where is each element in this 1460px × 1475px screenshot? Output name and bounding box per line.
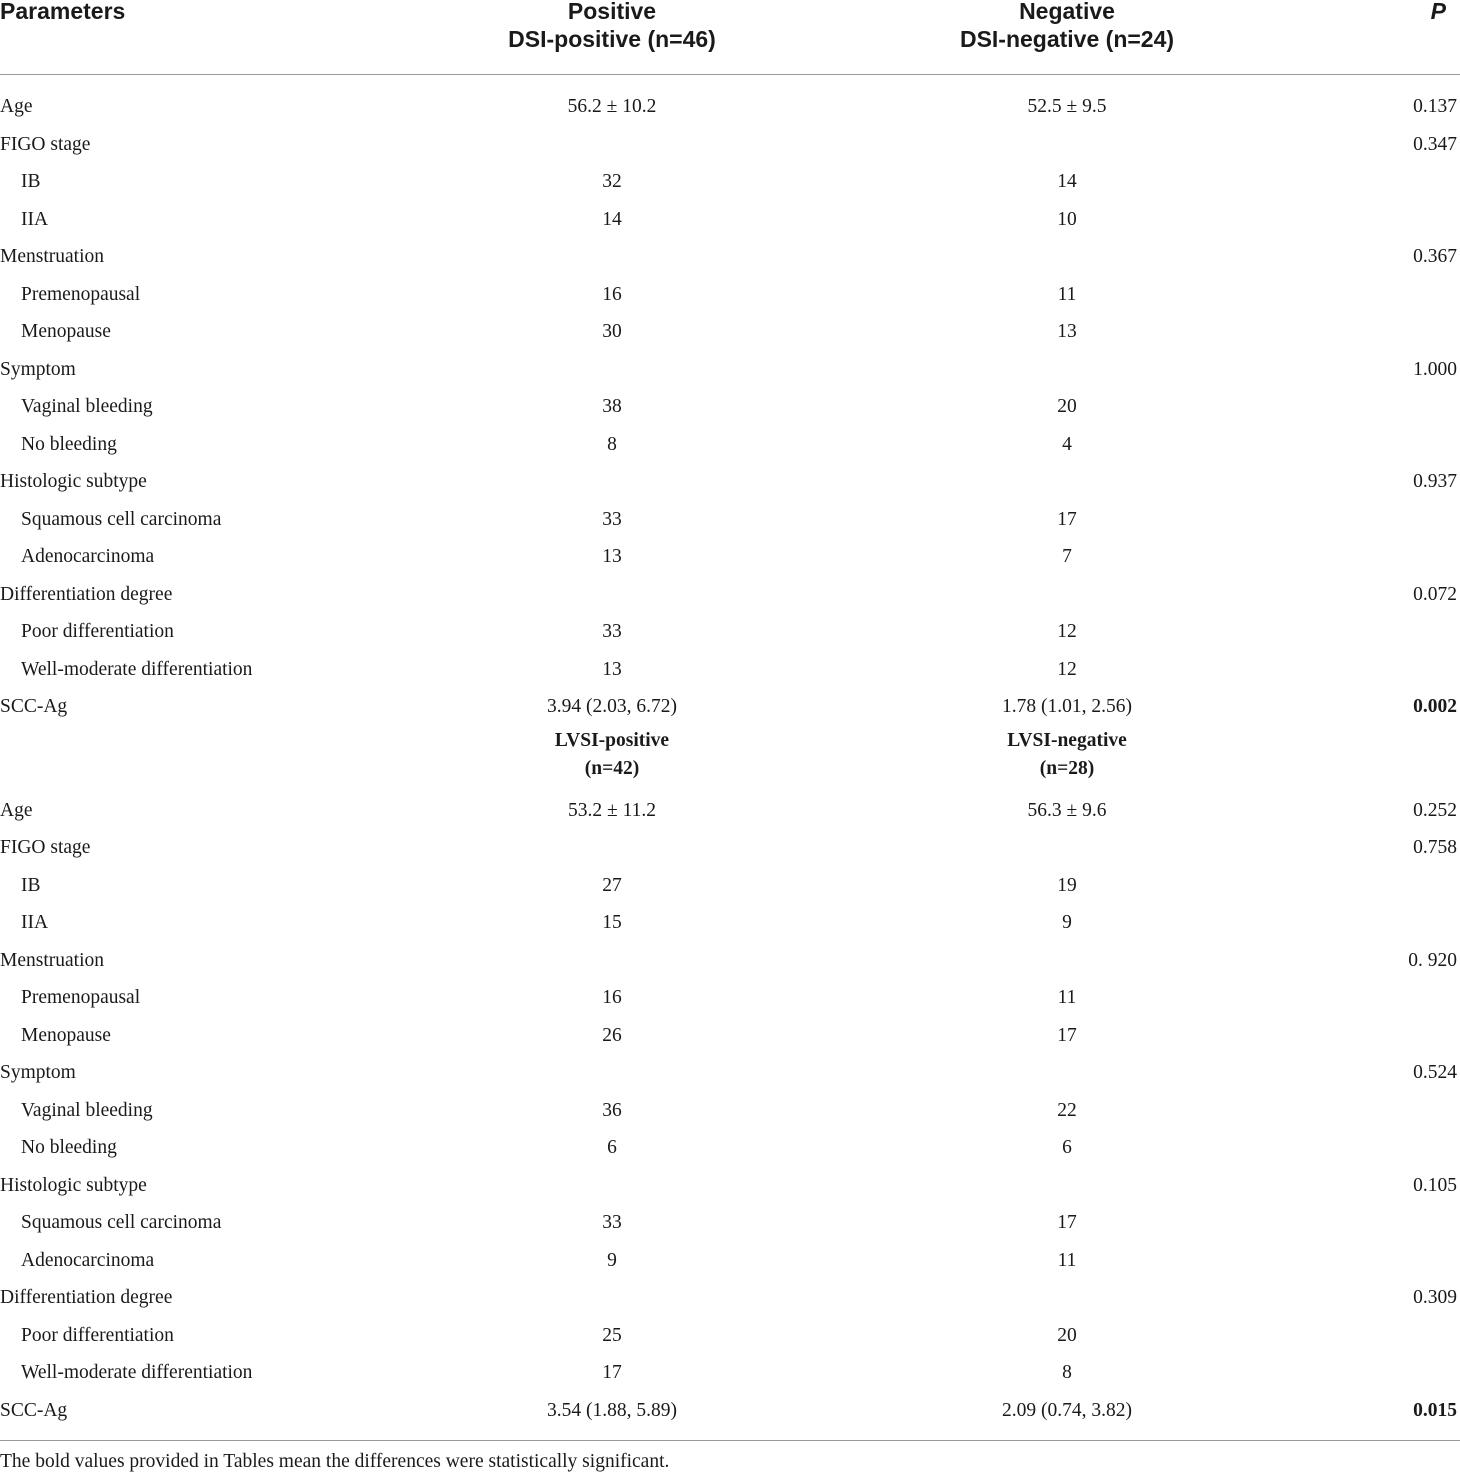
- row-negative-value: 22: [1057, 1099, 1077, 1121]
- header-negative: [917, 0, 1217, 53]
- table-row: [0, 576, 1460, 614]
- row-label: Well-moderate differentiation: [21, 1362, 253, 1383]
- table-row: [0, 463, 1460, 501]
- top-rule: [0, 74, 1460, 75]
- row-negative-value: 6: [1062, 1137, 1072, 1158]
- subheader-lvsi-negative: [917, 727, 1217, 783]
- row-label: Age: [0, 799, 33, 821]
- row-label: Symptom: [0, 358, 76, 380]
- subheader-pos-line2: (n=42): [584, 757, 640, 779]
- row-positive-value: 56.2 ± 10.2: [567, 96, 657, 117]
- row-positive-value: 6: [607, 1137, 617, 1158]
- row-negative-value: 7: [1062, 546, 1072, 567]
- row-p-value: 0.367: [1413, 246, 1457, 267]
- row-label: FIGO stage: [0, 837, 91, 858]
- table-row: [0, 276, 1460, 314]
- table-row: [0, 942, 1460, 980]
- subheader-neg-line2: (n=28): [1039, 757, 1095, 779]
- row-label: IIA: [21, 912, 49, 933]
- row-label: No bleeding: [21, 1137, 117, 1158]
- table-row: [0, 829, 1460, 867]
- table-row: [0, 1242, 1460, 1280]
- row-label: Menopause: [21, 321, 111, 342]
- row-label: Menstruation: [0, 246, 104, 267]
- row-p-value: 1.000: [1413, 358, 1457, 380]
- row-label: Menopause: [21, 1024, 111, 1046]
- subheader-pos-line1: LVSI-positive: [554, 729, 670, 751]
- row-negative-value: 11: [1057, 283, 1077, 305]
- header-p-value: P: [1430, 0, 1446, 24]
- row-positive-value: 15: [602, 912, 622, 933]
- table-row: [0, 613, 1460, 651]
- table-row: [0, 1392, 1460, 1430]
- row-negative-value: 4: [1062, 433, 1072, 455]
- row-p-value: 0. 920: [1408, 949, 1457, 971]
- table-row: [0, 126, 1460, 164]
- row-label: No bleeding: [21, 433, 117, 455]
- row-label: SCC-Ag: [0, 696, 68, 717]
- row-p-value: 0.105: [1413, 1174, 1457, 1196]
- row-positive-value: 9: [607, 1249, 617, 1271]
- row-positive-value: 53.2 ± 11.2: [568, 799, 656, 821]
- header-negative-line2: DSI-negative (n=24): [959, 26, 1175, 52]
- row-p-value: 0.758: [1413, 837, 1457, 858]
- table-body: [0, 88, 1460, 1429]
- row-negative-value: 12: [1057, 621, 1077, 642]
- row-label: SCC-Ag: [0, 1399, 68, 1421]
- row-negative-value: 13: [1057, 321, 1077, 342]
- row-positive-value: 38: [602, 396, 622, 417]
- row-positive-value: 8: [607, 433, 617, 455]
- row-label: Poor differentiation: [21, 621, 174, 642]
- bottom-rule: [0, 1440, 1460, 1441]
- row-p-value: 0.524: [1413, 1062, 1457, 1083]
- row-negative-value: 17: [1057, 1212, 1077, 1233]
- row-positive-value: 33: [602, 621, 622, 642]
- table-footnote: The bold values provided in Tables mean the differences were statistically significant.: [0, 1451, 670, 1472]
- row-negative-value: 19: [1057, 874, 1077, 896]
- row-negative-value: 11: [1057, 1249, 1077, 1271]
- row-label: Differentiation degree: [0, 583, 173, 605]
- table-row: [0, 313, 1460, 351]
- table-row: [0, 1167, 1460, 1205]
- row-positive-value: 27: [602, 874, 622, 896]
- row-label: Vaginal bleeding: [21, 396, 153, 417]
- table-row: [0, 1092, 1460, 1130]
- row-label: Adenocarcinoma: [21, 1249, 155, 1271]
- table-row: [0, 1129, 1460, 1167]
- row-label: Symptom: [0, 1062, 76, 1083]
- table-row: [0, 904, 1460, 942]
- row-negative-value: 9: [1062, 912, 1072, 933]
- row-label: Vaginal bleeding: [21, 1099, 153, 1121]
- table-row: [0, 979, 1460, 1017]
- row-label: IB: [21, 171, 41, 192]
- row-positive-value: 14: [602, 208, 622, 230]
- row-p-value: 0.937: [1413, 471, 1457, 492]
- lvsi-subheader: [0, 726, 1460, 792]
- table-row: [0, 867, 1460, 905]
- row-label: Well-moderate differentiation: [21, 658, 253, 680]
- row-label: Histologic subtype: [0, 1174, 147, 1196]
- row-positive-value: 25: [602, 1324, 622, 1346]
- table-header: [0, 0, 1460, 74]
- table-row: [0, 1017, 1460, 1055]
- header-positive: [462, 0, 762, 53]
- header-parameters: Parameters: [0, 0, 126, 24]
- row-label: Squamous cell carcinoma: [21, 508, 222, 530]
- row-label: Squamous cell carcinoma: [21, 1212, 222, 1233]
- table-row: [0, 792, 1460, 830]
- row-negative-value: 11: [1057, 987, 1077, 1008]
- row-positive-value: 32: [602, 171, 622, 192]
- row-label: Poor differentiation: [21, 1324, 174, 1346]
- row-p-value: 0.002: [1413, 696, 1457, 717]
- table-row: [0, 651, 1460, 689]
- section-dsi: [0, 88, 1460, 726]
- row-positive-value: 16: [602, 987, 622, 1008]
- table-row: [0, 688, 1460, 726]
- row-negative-value: 17: [1057, 508, 1077, 530]
- table-row: [0, 1054, 1460, 1092]
- table-row: [0, 501, 1460, 539]
- subheader-neg-line1: LVSI-negative: [1007, 729, 1127, 751]
- row-negative-value: 2.09 (0.74, 3.82): [1002, 1399, 1132, 1421]
- row-negative-value: 56.3 ± 9.6: [1027, 799, 1107, 821]
- row-p-value: 0.137: [1413, 96, 1457, 117]
- table-row: [0, 538, 1460, 576]
- row-label: Premenopausal: [21, 987, 141, 1008]
- row-negative-value: 17: [1057, 1024, 1077, 1046]
- table-row: [0, 1279, 1460, 1317]
- row-negative-value: 10: [1057, 208, 1077, 230]
- row-p-value: 0.072: [1413, 583, 1457, 605]
- table-row: [0, 163, 1460, 201]
- row-negative-value: 8: [1062, 1362, 1072, 1383]
- row-positive-value: 26: [602, 1024, 622, 1046]
- row-p-value: 0.347: [1413, 133, 1457, 155]
- row-label: Histologic subtype: [0, 471, 147, 492]
- row-positive-value: 33: [602, 1212, 622, 1233]
- table-row: [0, 1204, 1460, 1242]
- row-label: Adenocarcinoma: [21, 546, 155, 567]
- subheader-lvsi-positive: [462, 727, 762, 783]
- row-positive-value: 3.94 (2.03, 6.72): [547, 696, 677, 717]
- table-row: [0, 426, 1460, 464]
- row-p-value: 0.015: [1413, 1399, 1457, 1421]
- row-label: IB: [21, 874, 41, 896]
- row-positive-value: 16: [602, 283, 622, 305]
- table-row: [0, 1317, 1460, 1355]
- table-row: [0, 88, 1460, 126]
- row-negative-value: 14: [1057, 171, 1077, 192]
- row-p-value: 0.252: [1413, 799, 1457, 821]
- row-positive-value: 30: [602, 321, 622, 342]
- row-positive-value: 13: [602, 546, 622, 567]
- row-p-value: 0.309: [1413, 1287, 1457, 1308]
- row-negative-value: 1.78 (1.01, 2.56): [1002, 696, 1132, 717]
- row-negative-value: 20: [1057, 1324, 1077, 1346]
- table-row: [0, 1354, 1460, 1392]
- header-positive-line1: Positive: [567, 0, 657, 24]
- row-label: Differentiation degree: [0, 1287, 173, 1308]
- table-row: [0, 238, 1460, 276]
- row-label: Age: [0, 96, 33, 117]
- row-label: FIGO stage: [0, 133, 91, 155]
- section-lvsi: [0, 792, 1460, 1430]
- row-positive-value: 3.54 (1.88, 5.89): [547, 1399, 677, 1421]
- row-label: Menstruation: [0, 949, 104, 971]
- row-negative-value: 20: [1057, 396, 1077, 417]
- row-label: Premenopausal: [21, 283, 141, 305]
- row-negative-value: 12: [1057, 658, 1077, 680]
- row-positive-value: 13: [602, 658, 622, 680]
- header-positive-line2: DSI-positive (n=46): [508, 26, 716, 52]
- header-negative-line1: Negative: [1019, 0, 1115, 24]
- table-row: [0, 201, 1460, 239]
- table-row: [0, 388, 1460, 426]
- row-negative-value: 52.5 ± 9.5: [1027, 96, 1107, 117]
- row-positive-value: 17: [602, 1362, 622, 1383]
- row-positive-value: 33: [602, 508, 622, 530]
- row-label: IIA: [21, 208, 49, 230]
- table-row: [0, 351, 1460, 389]
- row-positive-value: 36: [602, 1099, 622, 1121]
